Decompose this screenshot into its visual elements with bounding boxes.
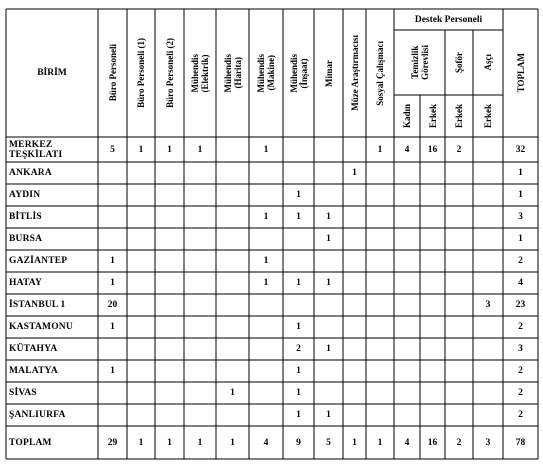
table-cell: 1 (296, 212, 301, 222)
table-cell (98, 404, 127, 426)
table-cell (155, 206, 184, 228)
table-cell (216, 338, 249, 360)
table-cell: 1 (326, 344, 331, 354)
table-cell (394, 206, 420, 228)
table-cell (249, 382, 283, 404)
column-header-text: Büro Personeli (1) (136, 38, 146, 108)
table-cell: 1 (326, 278, 331, 288)
row-label: BİTLİS (9, 212, 42, 222)
row-label: KASTAMONU (9, 322, 73, 332)
table-cell (155, 404, 184, 426)
header-temizlik-text: Temizlik Görevlisi (409, 45, 430, 80)
header-toplam-text: TOPLAM (515, 53, 526, 93)
table-cell: 1 (263, 278, 269, 288)
table-cell (98, 382, 127, 404)
table-cell (343, 338, 366, 360)
table-cell (127, 184, 155, 206)
table-cell (366, 184, 394, 206)
row-label: İSTANBUL 1 (9, 300, 66, 310)
table-cell: 16 (427, 144, 438, 155)
table-cell: 1 (377, 144, 383, 155)
header-destek-personeli (394, 9, 503, 30)
table-cell (366, 294, 394, 316)
table-cell (445, 206, 473, 228)
table-cell (343, 272, 366, 294)
table-cell (366, 382, 394, 404)
table-cell (366, 206, 394, 228)
gender-header (445, 95, 473, 137)
table-cell: 3 (518, 212, 523, 222)
table-cell: 1 (263, 212, 269, 222)
table-cell: 1 (377, 437, 383, 448)
table-cell (314, 382, 343, 404)
table-cell (420, 206, 445, 228)
table-cell (473, 316, 503, 338)
table-cell (394, 382, 420, 404)
table-cell (127, 404, 155, 426)
table-cell (343, 360, 366, 382)
header-temizlik (394, 30, 445, 95)
table-cell (127, 294, 155, 316)
gender-header (394, 95, 420, 137)
table-cell (249, 228, 283, 250)
column-header (98, 13, 127, 133)
table-cell: 78 (515, 437, 526, 448)
table-cell (127, 338, 155, 360)
header-sofor-text: Şoför (454, 52, 464, 73)
table-cell (283, 294, 314, 316)
table-cell (445, 162, 473, 184)
table-cell: 1 (296, 190, 301, 200)
column-header (366, 13, 394, 133)
table-cell (473, 162, 503, 184)
table-cell (98, 206, 127, 228)
table-cell (343, 228, 366, 250)
table-cell (314, 316, 343, 338)
table-cell (155, 162, 184, 184)
table-cell (155, 382, 184, 404)
row-label: GAZİANTEP (9, 256, 68, 266)
gender-header (420, 95, 445, 137)
column-header-text: Büro Personeli (2) (164, 38, 175, 108)
table-cell: 29 (107, 437, 118, 448)
table-cell (98, 162, 127, 184)
table-cell (445, 316, 473, 338)
table-cell (473, 184, 503, 206)
table-cell (420, 338, 445, 360)
table-cell: 1 (110, 256, 115, 266)
table-cell (127, 206, 155, 228)
table-cell (420, 272, 445, 294)
table-cell (343, 250, 366, 272)
table-cell: 1 (138, 437, 144, 448)
table-cell: 1 (296, 388, 301, 398)
table-cell (314, 250, 343, 272)
table-cell (314, 360, 343, 382)
column-header (283, 13, 314, 133)
table-cell: 1 (110, 278, 115, 288)
header-birim-text: BİRİM (37, 68, 67, 78)
table-cell: 1 (263, 144, 269, 155)
gender-header-text: Erkek (427, 103, 438, 128)
table-cell (249, 404, 283, 426)
table-cell (314, 184, 343, 206)
table-cell (155, 228, 184, 250)
table-cell (184, 316, 216, 338)
table-cell (127, 250, 155, 272)
table-cell: 2 (456, 144, 462, 155)
table-cell: 3 (485, 300, 491, 310)
column-header (343, 13, 366, 133)
column-header-text: Mimar (323, 59, 334, 87)
table-cell: 20 (107, 300, 118, 310)
table-cell: 1 (518, 190, 523, 200)
column-header (216, 13, 249, 133)
table-cell (445, 272, 473, 294)
table-cell (445, 184, 473, 206)
table-cell (184, 382, 216, 404)
table-cell (98, 338, 127, 360)
table-cell: 2 (296, 344, 301, 354)
row-label: MERKEZ TEŞKİLATI (9, 139, 63, 160)
table-cell (343, 294, 366, 316)
table-cell (216, 206, 249, 228)
table-cell (420, 228, 445, 250)
table-cell (445, 404, 473, 426)
table-cell (127, 316, 155, 338)
column-header-text: Büro Personeli (107, 44, 118, 102)
column-header-text: Sosyal Çalışmacı (375, 40, 385, 106)
table-cell: 2 (518, 256, 523, 266)
column-header (249, 13, 283, 133)
table-cell: 1 (352, 168, 357, 178)
gender-header (473, 95, 503, 137)
table-cell (283, 162, 314, 184)
row-label: MALATYA (9, 366, 58, 376)
table-cell (155, 360, 184, 382)
table-cell (394, 162, 420, 184)
column-header (155, 13, 184, 133)
table-cell (445, 338, 473, 360)
table-cell: 2 (518, 410, 523, 420)
table-cell (394, 272, 420, 294)
table-cell (445, 250, 473, 272)
column-header-text: Mühendis (Harita) (222, 53, 243, 93)
table-cell: 5 (326, 437, 331, 448)
column-header (314, 13, 343, 133)
table-cell (394, 404, 420, 426)
table-cell (216, 250, 249, 272)
table-cell (445, 382, 473, 404)
table-cell (216, 184, 249, 206)
table-cell (155, 316, 184, 338)
table-cell (473, 272, 503, 294)
table-cell: 1 (296, 278, 301, 288)
column-header-text: Mühendis (Elektrik) (190, 53, 210, 93)
table-cell: 1 (326, 212, 331, 222)
table-cell (445, 294, 473, 316)
table-cell: 1 (110, 322, 115, 332)
table-cell (283, 137, 314, 162)
table-cell: 32 (515, 144, 526, 155)
table-cell: 1 (263, 256, 269, 266)
table-cell (366, 404, 394, 426)
table-cell: 3 (485, 437, 491, 448)
table-cell (366, 162, 394, 184)
table-cell (394, 184, 420, 206)
table-cell: 5 (110, 144, 115, 155)
table-cell (184, 162, 216, 184)
table-cell (98, 228, 127, 250)
gender-header-text: Erkek (454, 103, 464, 128)
row-label: SİVAS (9, 388, 37, 398)
table-cell: 2 (518, 388, 523, 398)
table-cell (445, 228, 473, 250)
table-cell (216, 228, 249, 250)
table-cell (155, 338, 184, 360)
table-cell (473, 338, 503, 360)
table-cell (249, 338, 283, 360)
table-cell (343, 184, 366, 206)
table-cell: 2 (456, 437, 462, 448)
table-cell: 1 (110, 366, 115, 376)
table-cell (184, 272, 216, 294)
table-cell (314, 137, 343, 162)
table-cell (420, 162, 445, 184)
table-cell: 16 (427, 437, 438, 448)
table-cell (155, 272, 184, 294)
table-cell (216, 272, 249, 294)
column-header-text: Mühendis (Makine) (256, 53, 276, 93)
table-cell: 2 (518, 322, 523, 332)
table-cell (394, 250, 420, 272)
table-cell (127, 272, 155, 294)
header-asci-text: Aşçı (483, 54, 493, 71)
table-cell (366, 250, 394, 272)
table-cell (473, 228, 503, 250)
table-cell (343, 382, 366, 404)
table-cell (394, 228, 420, 250)
table-cell: 1 (230, 437, 235, 448)
table-cell (343, 404, 366, 426)
table-cell (394, 360, 420, 382)
table-cell (314, 294, 343, 316)
row-label: HATAY (9, 278, 43, 288)
table-cell: 9 (296, 437, 301, 448)
row-label: TOPLAM (9, 437, 52, 448)
header-toplam (503, 9, 538, 137)
table-cell (394, 338, 420, 360)
table-cell (249, 316, 283, 338)
table-cell (184, 338, 216, 360)
table-cell (184, 360, 216, 382)
table-cell: 1 (197, 144, 203, 155)
table-cell (473, 382, 503, 404)
table-cell (445, 360, 473, 382)
table-cell (216, 137, 249, 162)
table-cell: 1 (296, 322, 301, 332)
header-birim (6, 9, 98, 137)
table-cell: 1 (326, 410, 331, 420)
table-cell (249, 294, 283, 316)
table-cell (473, 404, 503, 426)
table-cell (127, 228, 155, 250)
table-cell: 1 (167, 144, 172, 155)
table-cell (184, 206, 216, 228)
table-cell (249, 184, 283, 206)
table-cell: 1 (518, 168, 523, 178)
header-destek-text: Destek Personeli (414, 14, 483, 25)
table-cell: 4 (404, 144, 410, 155)
table-cell (216, 316, 249, 338)
table-cell (366, 272, 394, 294)
table-cell (343, 137, 366, 162)
table-cell: 23 (515, 300, 526, 310)
gender-header-text: Erkek (483, 103, 493, 128)
header-asci (473, 30, 503, 95)
table-cell (473, 250, 503, 272)
table-cell (216, 294, 249, 316)
row-label: BURSA (9, 234, 43, 244)
row-label: KÜTAHYA (9, 344, 58, 354)
table-cell (184, 228, 216, 250)
table-cell (394, 294, 420, 316)
table-cell (283, 250, 314, 272)
table-cell: 4 (263, 437, 269, 448)
table-cell: 1 (518, 234, 523, 244)
table-cell (249, 162, 283, 184)
table-cell (127, 382, 155, 404)
table-cell (420, 294, 445, 316)
table-cell (343, 316, 366, 338)
column-header-text: Mühendis (İnşaat) (288, 53, 309, 93)
table-cell (155, 184, 184, 206)
table-cell (184, 184, 216, 206)
table-cell: 4 (518, 278, 523, 288)
table-cell (420, 316, 445, 338)
table-cell (420, 404, 445, 426)
table-cell (420, 184, 445, 206)
table-cell (366, 228, 394, 250)
table-cell (184, 250, 216, 272)
table-cell: 1 (296, 366, 301, 376)
table-cell (420, 382, 445, 404)
table-cell (473, 206, 503, 228)
table-cell (127, 162, 155, 184)
table-cell (366, 360, 394, 382)
table-cell (216, 162, 249, 184)
row-label: ŞANLIURFA (9, 410, 66, 420)
table-cell: 1 (167, 437, 172, 448)
table-cell: 1 (197, 437, 203, 448)
table-cell: 1 (296, 410, 301, 420)
table-cell (473, 360, 503, 382)
column-header-text: Müze Araştırmacısı (349, 35, 360, 111)
table-cell (216, 360, 249, 382)
table-cell (127, 360, 155, 382)
table-cell (366, 338, 394, 360)
table-cell (184, 404, 216, 426)
table-cell: 3 (518, 344, 523, 354)
table-cell: 1 (326, 234, 331, 244)
column-header (184, 13, 216, 133)
row-label: AYDIN (9, 190, 41, 200)
table-cell (283, 228, 314, 250)
table-cell (420, 360, 445, 382)
header-sofor (445, 30, 473, 95)
table-cell: 1 (230, 388, 235, 398)
table-cell (366, 316, 394, 338)
gender-header-text: Kadın (402, 103, 412, 128)
table-cell (343, 206, 366, 228)
table-cell (473, 137, 503, 162)
table-cell (98, 184, 127, 206)
table-cell (155, 294, 184, 316)
row-label: ANKARA (9, 168, 52, 178)
table-cell (155, 250, 184, 272)
table-cell (314, 162, 343, 184)
table-cell: 1 (352, 437, 357, 448)
table-cell (184, 294, 216, 316)
column-header (127, 13, 155, 133)
table-cell (249, 360, 283, 382)
table-cell: 4 (404, 437, 410, 448)
table-cell (420, 250, 445, 272)
table-cell: 2 (518, 366, 523, 376)
table-cell: 1 (138, 144, 144, 155)
table-cell (216, 404, 249, 426)
table-cell (394, 316, 420, 338)
